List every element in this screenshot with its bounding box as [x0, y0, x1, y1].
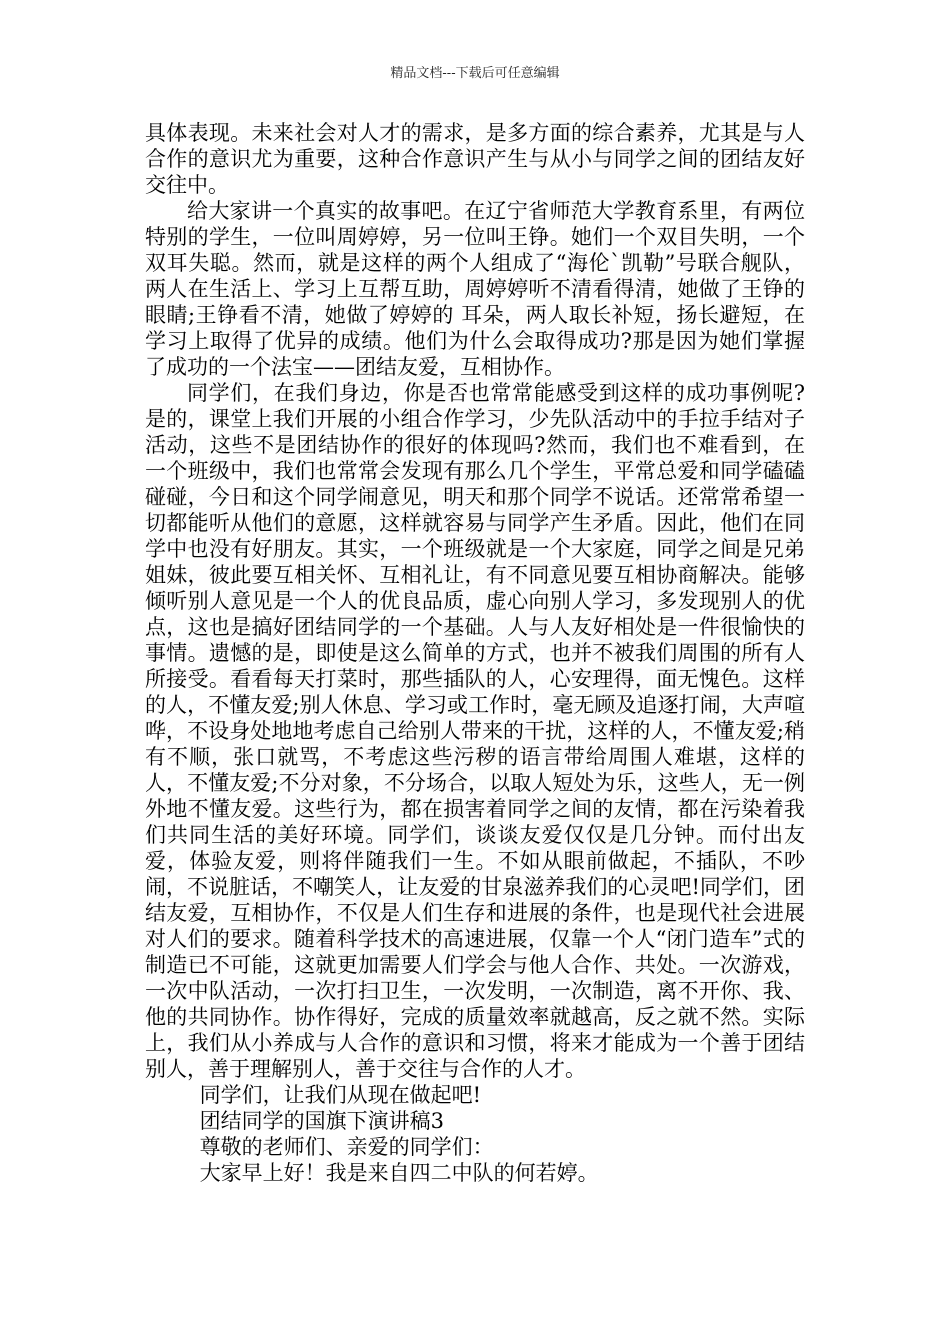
- speech-title: 团结同学的国旗下演讲稿3: [199, 1109, 444, 1133]
- page-header: 精品文档---下载后可任意编辑: [390, 66, 560, 81]
- paragraph-continued: 具体表现。未来社会对人才的需求，是多方面的综合素养，尤其是与人合作的意识尤为重要，这种合作意识产生与从小与同学之间的团结友好交往中。: [145, 121, 805, 197]
- document-body: [145, 120, 805, 1186]
- salutation: 尊敬的老师们、亲爱的同学们：: [199, 1135, 494, 1159]
- closing-line: 同学们，让我们从现在做起吧!: [199, 1083, 482, 1107]
- paragraph-story: 给大家讲一个真实的故事吧。在辽宁省师范大学教育系里，有两位特别的学生，一位叫周婷婷，另一位叫王铮。她们一个双目失明，一个双耳失聪。然而，就是这样的两个人组成了“海伦`凯勒”号联合舰队，两人在生活上、学习上互帮互助，周婷婷听不清看得清，她做了王铮的眼睛;王铮看不清，她做了婷婷的 耳朵，两人取长补短，扬长避短，在学习上取得了优异的成绩。他们为什么会取得成功?那是因为她们掌握了成功的一个法宝——团结友爱，互相协作。: [145, 199, 805, 379]
- greeting-line: 大家早上好！我是来自四二中队的何若婷。: [199, 1161, 599, 1185]
- paragraph-main: 同学们，在我们身边，你是否也常常能感受到这样的成功事例呢?是的，课堂上我们开展的小组合作学习，少先队活动中的手拉手结对子活动，这些不是团结协作的很好的体现吗?然而，我们也不难看到，在一个班级中，我们也常常会发现有那么几个学生，平常总爱和同学磕磕碰碰，今日和这个同学闹意见，明天和那个同学不说话。还常常希望一切都能听从他们的意愿，这样就容易与同学产生矛盾。因此，他们在同学中也没有好朋友。其实，一个班级就是一个大家庭，同学之间是兄弟姐妹，彼此要互相关怀、互相礼让，有不同意见要互相协商解决。能够倾听别人意见是一个人的优良品质，虚心向别人学习，多发现别人的优点，这也是搞好团结同学的一个基础。人与人友好相处是一件很愉快的事情。遗憾的是，即使是这么简单的方式，也并不被我们周围的所有人所接受。看看每天打菜时，那些插队的人，心安理得，面无愧色。这样的人，不懂友爱;别人休息、学习或工作时，毫无顾及追逐打闹，大声喧哗，不设身处地地考虑自己给别人带来的干扰，这样的人，不懂友爱;稍有不顺，张口就骂，不考虑这些污秽的语言带给周围人难堪，这样的人，不懂友爱;不分对象，不分场合，以取人短处为乐，这些人，无一例外地不懂友爱。这些行为，都在损害着同学之间的友情，都在污染着我们共同生活的美好环境。同学们，谈谈友爱仅仅是几分钟。而付出友爱，体验友爱，则将伴随我们一生。不如从眼前做起，不插队，不吵闹，不说脏话，不嘲笑人，让友爱的甘泉滋养我们的心灵吧!同学们，团结友爱，互相协作，不仅是人们生存和进展的条件，也是现代社会进展对人们的要求。随着科学技术的高速进展，仅靠一个人“闭门造车”式的制造已不可能，这就更加需要人们学会与他人合作、共处。一次游戏，一次中队活动，一次打扫卫生，一次发明，一次制造，离不开你、我、他的共同协作。协作得好，完成的质量效率就越高，反之就不然。实际上，我们从小养成与人合作的意识和习惯，将来才能成为一个善于团结别人，善于理解别人，善于交往与合作的人才。: [145, 381, 805, 1081]
